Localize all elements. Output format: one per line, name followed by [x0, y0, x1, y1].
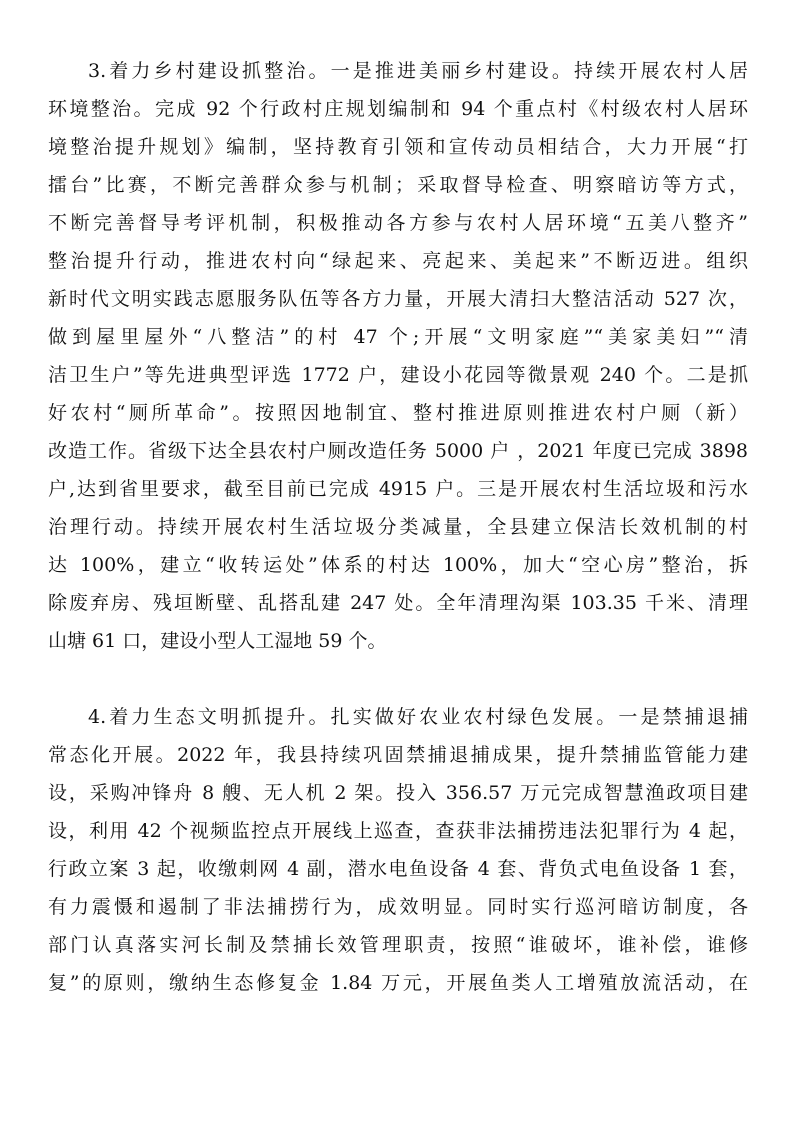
paragraph-2-line-3: 设，采购冲锋舟 8 艘、无人机 2 架。投入 356.57 万元完成智慧渔政项目建	[48, 782, 748, 804]
paragraph-2-line-4: 设，利用 42 个视频监控点开展线上巡查，查获非法捕捞违法犯罪行为 4 起，	[48, 820, 748, 842]
paragraph-1-line-5: 不断完善督导考评机制，积极推动各方参与农村人居环境“五美八整齐”	[48, 212, 748, 234]
paragraph-1-line-4: 擂台”比赛，不断完善群众参与机制；采取督导检查、明察暗访等方式，	[48, 174, 748, 196]
paragraph-1-line-13: 治理行动。持续开展农村生活垃圾分类减量，全县建立保洁长效机制的村	[48, 516, 748, 538]
paragraph-1-line-7: 新时代文明实践志愿服务队伍等各方力量，开展大清扫大整洁活动 527 次，	[48, 288, 748, 310]
paragraph-1-line-1: 3.着力乡村建设抓整治。一是推进美丽乡村建设。持续开展农村人居	[88, 60, 748, 82]
paragraph-1-line-2: 环境整治。完成 92 个行政村庄规划编制和 94 个重点村《村级农村人居环	[48, 98, 748, 120]
paragraph-1-line-12: 户,达到省里要求，截至目前已完成 4915 户。三是开展农村生活垃圾和污水	[48, 478, 748, 500]
paragraph-2-line-8: 复”的原则，缴纳生态修复金 1.84 万元，开展鱼类人工增殖放流活动，在	[48, 972, 748, 994]
paragraph-1-line-6: 整治提升行动，推进农村向“绿起来、亮起来、美起来”不断迈进。组织	[48, 250, 748, 272]
paragraph-2-line-1: 4.着力生态文明抓提升。扎实做好农业农村绿色发展。一是禁捕退捕	[88, 706, 748, 728]
paragraph-1-line-3: 境整治提升规划》编制，坚持教育引领和宣传动员相结合，大力开展“打	[48, 136, 748, 158]
paragraph-1-line-8: 做到屋里屋外“八整洁”的村 47 个;开展“文明家庭”“美家美妇”“清	[48, 326, 748, 348]
paragraph-2-line-6: 有力震慑和遏制了非法捕捞行为，成效明显。同时实行巡河暗访制度，各	[48, 896, 748, 918]
paragraph-1-line-16: 山塘 61 口，建设小型人工湿地 59 个。	[48, 630, 387, 652]
paragraph-1-line-10: 好农村“厕所革命”。按照因地制宜、整村推进原则推进农村户厕（新）	[48, 402, 748, 424]
paragraph-2-line-2: 常态化开展。2022 年，我县持续巩固禁捕退捕成果，提升禁捕监管能力建	[48, 744, 748, 766]
paragraph-1-line-15: 除废弃房、残垣断壁、乱搭乱建 247 处。全年清理沟渠 103.35 千米、清理	[48, 592, 748, 614]
paragraph-2-line-7: 部门认真落实河长制及禁捕长效管理职责，按照“谁破坏，谁补偿，谁修	[48, 934, 748, 956]
paragraph-1-line-9: 洁卫生户”等先进典型评选 1772 户，建设小花园等微景观 240 个。二是抓	[48, 364, 748, 386]
paragraph-1-line-11: 改造工作。省级下达全县农村户厕改造任务 5000 户 ，2021 年度已完成 3898	[48, 440, 748, 462]
paragraph-2-line-5: 行政立案 3 起，收缴刺网 4 副，潜水电鱼设备 4 套、背负式电鱼设备 1 套，	[48, 858, 748, 880]
paragraph-1-line-14: 达 100%，建立“收转运处”体系的村达 100%，加大“空心房”整治，拆	[48, 554, 748, 576]
